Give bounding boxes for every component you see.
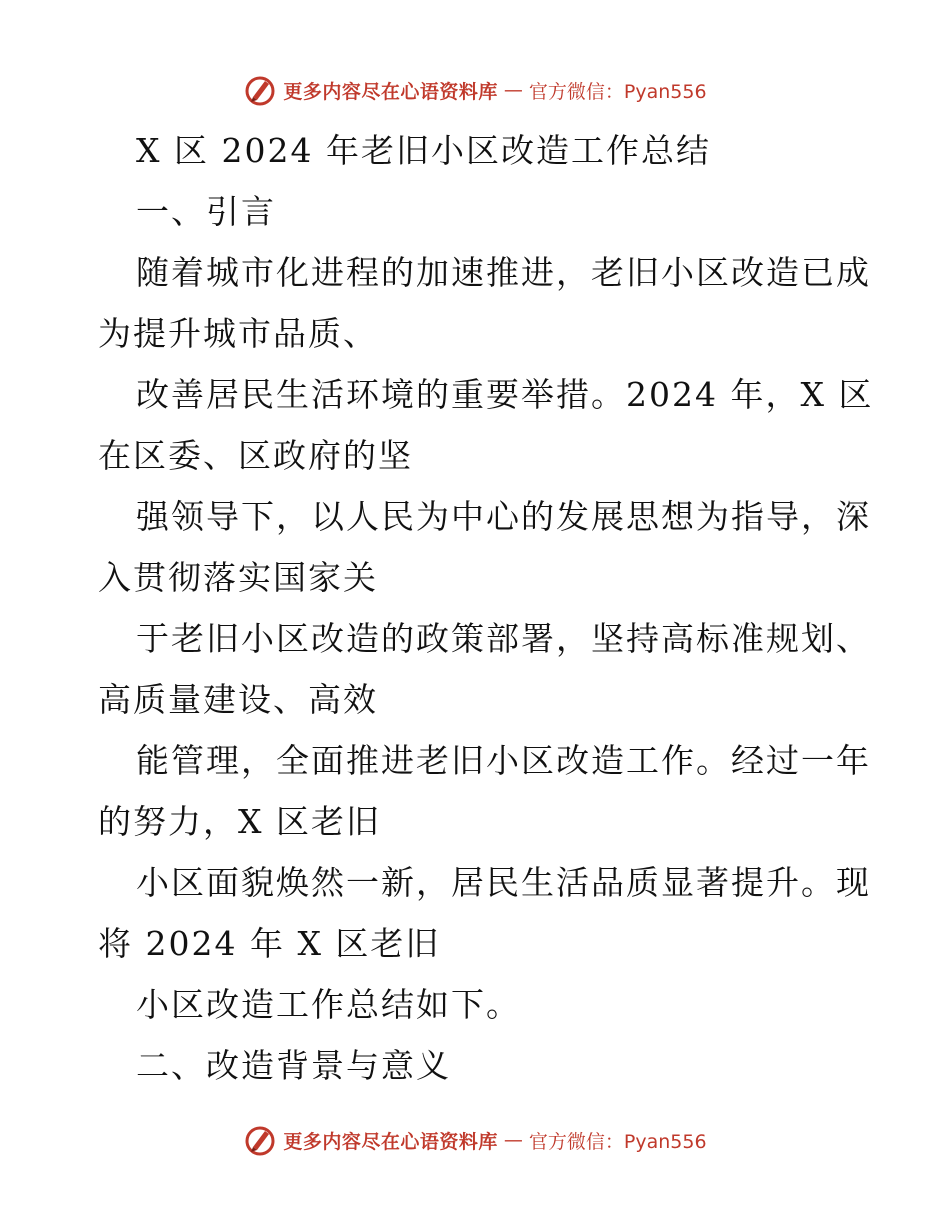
banner-wechat: 官方微信：Pyan556 xyxy=(528,1130,707,1153)
banner-slogan: 更多内容尽在心语资料库 xyxy=(283,80,498,103)
paragraph-line: 于老旧小区改造的政策部署，坚持高标准规划、 xyxy=(136,619,871,658)
paragraph-line: 小区改造工作总结如下。 xyxy=(136,985,521,1024)
paragraph-line: 随着城市化进程的加速推进，老旧小区改造已成 xyxy=(136,253,871,292)
paragraph-line: 将 2024 年 X 区老旧 xyxy=(98,924,441,963)
banner-wechat: 官方微信：Pyan556 xyxy=(528,80,707,103)
document-body xyxy=(98,120,874,1096)
paragraph-line: 高质量建设、高效 xyxy=(98,680,378,719)
banner-separator: — xyxy=(503,1129,523,1151)
paragraph-line: 的努力，X 区老旧 xyxy=(98,802,381,841)
banner-slogan: 更多内容尽在心语资料库 xyxy=(283,1130,498,1153)
pen-logo-icon xyxy=(243,1123,277,1157)
section-heading-intro: 一、引言 xyxy=(136,192,276,231)
paragraph-line: 能管理，全面推进老旧小区改造工作。经过一年 xyxy=(136,741,871,780)
banner-separator: — xyxy=(503,79,523,101)
paragraph-line: 改善居民生活环境的重要举措。2024 年，X 区 xyxy=(136,375,874,414)
paragraph-line: 小区面貌焕然一新，居民生活品质显著提升。现 xyxy=(136,863,871,902)
paragraph-line: 在区委、区政府的坚 xyxy=(98,436,413,475)
document-title: X 区 2024 年老旧小区改造工作总结 xyxy=(136,131,711,170)
footer-banner xyxy=(0,1120,950,1160)
paragraph-line: 为提升城市品质、 xyxy=(98,314,378,353)
pen-logo-icon xyxy=(243,73,277,107)
header-banner xyxy=(0,70,950,110)
paragraph-line: 强领导下，以人民为中心的发展思想为指导，深 xyxy=(136,497,871,536)
paragraph-line: 入贯彻落实国家关 xyxy=(98,558,378,597)
section-heading-background: 二、改造背景与意义 xyxy=(136,1046,451,1085)
